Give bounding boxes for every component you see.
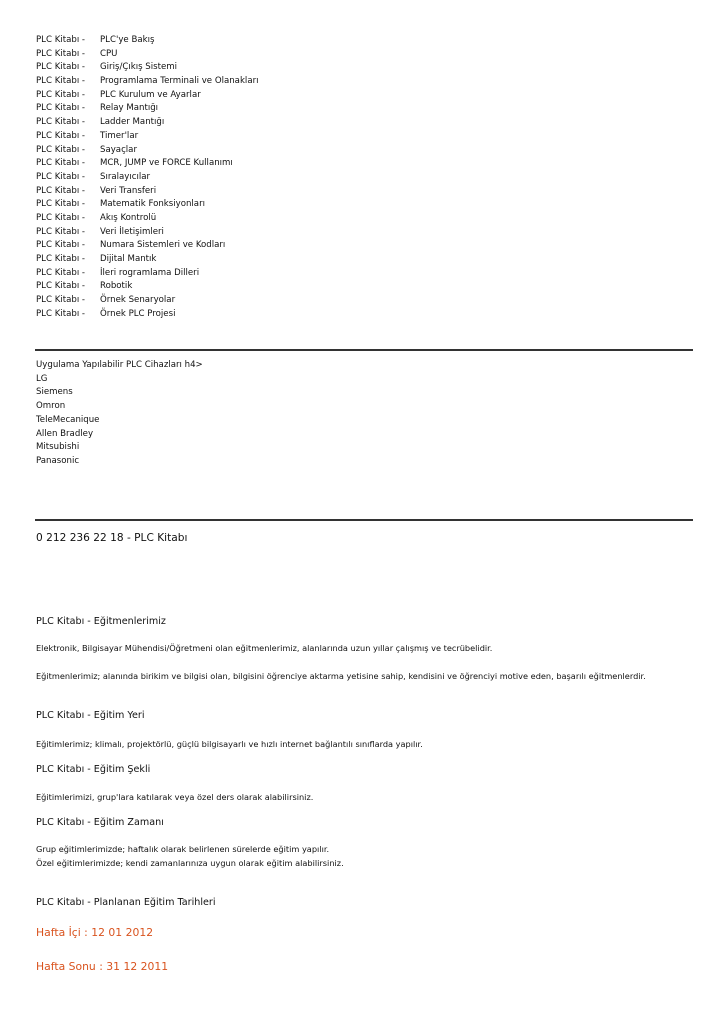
toc-item-prefix: PLC Kitabı - [36, 76, 86, 87]
toc-item-title: Giriş/Çıkış Sistemi [100, 62, 178, 73]
toc-item-title: Numara Sistemleri ve Kodları [100, 240, 226, 251]
toc-item-title: Dijital Mantık [100, 254, 157, 264]
toc-item-prefix: PLC Kitabı - [36, 281, 86, 292]
toc-item-title: Örnek Senaryolar [100, 295, 176, 306]
toc-item-title: Veri Transferi [100, 185, 157, 196]
toc-item [36, 226, 696, 240]
toc-item-title: CPU [100, 48, 118, 59]
toc-item-prefix: PLC Kitabı - [36, 117, 86, 128]
device-brand-allen-bradley: Allen Bradley [36, 428, 94, 439]
toc-item-prefix: PLC Kitabı - [36, 254, 86, 264]
toc-item [36, 239, 696, 253]
toc-item-prefix: PLC Kitabı - [36, 199, 86, 210]
toc-item [36, 185, 696, 199]
toc-item [36, 75, 696, 89]
device-brand-omron: Omron [36, 401, 66, 412]
toc-item [36, 144, 696, 158]
schedule-weekday-date: Hafta İçi : 12 01 2012 [36, 926, 154, 939]
device-brand-mitsubishi: Mitsubishi [36, 442, 80, 453]
toc-item [36, 171, 696, 185]
toc-item-title: İleri rogramlama Dilleri [100, 267, 200, 278]
contact-phone-line: 0 212 236 22 18 - PLC Kitabı [36, 532, 188, 544]
toc-item [36, 157, 696, 171]
toc-item [36, 130, 696, 144]
toc-item [36, 102, 696, 116]
format-heading: PLC Kitabı - Eğitim Şekli [36, 764, 151, 775]
toc-item-prefix: PLC Kitabı - [36, 185, 86, 196]
toc-item-prefix: PLC Kitabı - [36, 89, 86, 100]
toc-item [36, 34, 696, 48]
toc-item [36, 280, 696, 294]
toc-item [36, 89, 696, 103]
devices-heading: Uygulama Yapılabilir PLC Cihazları h4> [36, 360, 203, 370]
schedule-heading: PLC Kitabı - Planlanan Eğitim Tarihleri [36, 897, 216, 908]
toc-item [36, 48, 696, 62]
location-heading: PLC Kitabı - Eğitim Yeri [36, 710, 145, 721]
device-brand-telemecanique: TeleMecanique [36, 414, 100, 425]
toc-item-prefix: PLC Kitabı - [36, 308, 86, 319]
divider-bottom [35, 519, 693, 521]
toc-item-title: Sayaçlar [100, 144, 137, 155]
toc-item [36, 198, 696, 212]
toc-item-title: Sıralayıcılar [100, 171, 151, 182]
toc-item-title: Programlama Terminali ve Olanakları [100, 76, 259, 87]
toc-item [36, 253, 696, 267]
toc-item-title: Veri İletişimleri [100, 226, 164, 237]
toc-item-title: Timer'lar [100, 130, 139, 141]
instructors-heading: PLC Kitabı - Eğitmenlerimiz [36, 616, 166, 627]
toc-item-title: Robotik [100, 281, 133, 292]
device-brand-siemens: Siemens [36, 387, 73, 398]
toc-item-title: Akış Kontrolü [100, 212, 157, 223]
toc-item-prefix: PLC Kitabı - [36, 103, 86, 114]
toc-item [36, 267, 696, 281]
toc-item-prefix: PLC Kitabı - [36, 240, 86, 251]
instructors-paragraph-1: Elektronik, Bilgisayar Mühendisi/Öğretmeni olan eğitmenlerimiz, alanlarında uzun yıllar çalışmış ve tecrübelidir. [36, 643, 493, 653]
toc-item-prefix: PLC Kitabı - [36, 295, 86, 306]
toc-item-title: MCR, JUMP ve FORCE Kullanımı [100, 158, 233, 169]
toc-item-prefix: PLC Kitabı - [36, 158, 86, 169]
toc-item-title: Örnek PLC Projesi [100, 308, 176, 319]
toc-item-prefix: PLC Kitabı - [36, 267, 86, 278]
toc-item [36, 116, 696, 130]
toc-item-title: Relay Mantığı [100, 103, 159, 114]
toc-item-title: PLC Kurulum ve Ayarlar [100, 89, 201, 100]
device-brand-lg: LG [36, 373, 48, 384]
instructors-paragraph-2: Eğitmenlerimiz; alanında birikim ve bilgisi olan, bilgisini öğrenciye aktarma yetisine sahip, kendisini ve öğrenciyi motive eden, başarılı eğitmenlerdir. [36, 671, 646, 681]
toc-item-prefix: PLC Kitabı - [36, 130, 86, 141]
toc-item [36, 61, 696, 75]
toc-item-prefix: PLC Kitabı - [36, 144, 86, 155]
toc-item-title: PLC'ye Bakış [100, 35, 155, 45]
plc-devices-block [36, 359, 696, 469]
timing-paragraph-1: Grup eğitimlerimizde; haftalık olarak belirlenen sürelerde eğitim yapılır. [36, 844, 330, 854]
toc-item-prefix: PLC Kitabı - [36, 35, 86, 45]
toc-item-prefix: PLC Kitabı - [36, 171, 86, 182]
timing-paragraph-2: Özel eğitimlerimizde; kendi zamanlarınıza uygun olarak eğitim alabilirsiniz. [36, 858, 344, 868]
toc-item [36, 294, 696, 308]
toc-item-prefix: PLC Kitabı - [36, 62, 86, 73]
timing-heading: PLC Kitabı - Eğitim Zamanı [36, 817, 164, 828]
toc-item-prefix: PLC Kitabı - [36, 226, 86, 237]
toc-item [36, 212, 696, 226]
toc-item [36, 308, 696, 322]
toc-item-prefix: PLC Kitabı - [36, 48, 86, 59]
location-paragraph: Eğitimlerimiz; klimalı, projektörlü, güçlü bilgisayarlı ve hızlı internet bağlantılı sınıflarda yapılır. [36, 739, 423, 749]
toc-item-prefix: PLC Kitabı - [36, 212, 86, 223]
format-paragraph: Eğitimlerimizi, grup'lara katılarak veya özel ders olarak alabilirsiniz. [36, 792, 314, 802]
device-brand-panasonic: Panasonic [36, 455, 80, 466]
toc-item-title: Ladder Mantığı [100, 117, 165, 128]
divider-top [35, 349, 693, 351]
schedule-weekend-date: Hafta Sonu : 31 12 2011 [36, 960, 169, 973]
toc-item-title: Matematik Fonksiyonları [100, 199, 205, 210]
table-of-contents [36, 34, 696, 321]
